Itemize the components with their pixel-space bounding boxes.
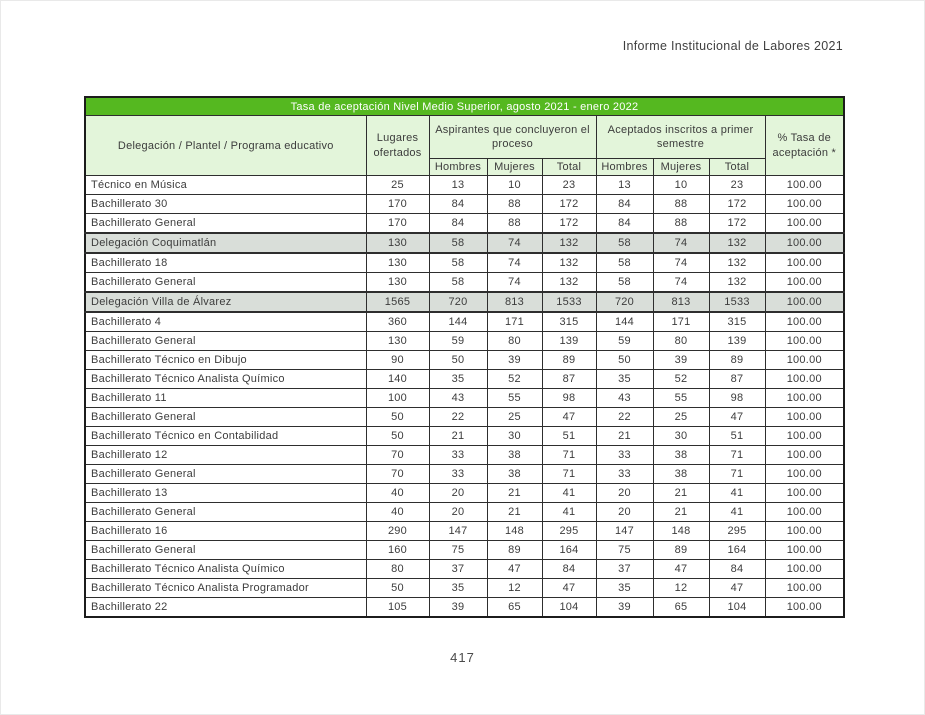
delegation-summary-row	[85, 292, 844, 312]
data-cell: 41	[709, 484, 765, 503]
table-row	[85, 195, 844, 214]
data-cell: 100.00	[765, 176, 844, 195]
data-cell: 80	[366, 560, 429, 579]
data-cell: 59	[596, 332, 653, 351]
data-cell: 105	[366, 598, 429, 618]
row-label: Bachillerato 11	[85, 389, 366, 408]
row-label: Bachillerato General	[85, 214, 366, 234]
row-label: Bachillerato 22	[85, 598, 366, 618]
data-cell: 35	[429, 370, 487, 389]
table-body	[85, 176, 844, 618]
data-cell: 50	[366, 579, 429, 598]
report-title-header: Informe Institucional de Labores 2021	[622, 39, 843, 53]
data-cell: 55	[487, 389, 542, 408]
acceptance-rate-table	[84, 96, 845, 618]
data-cell: 40	[366, 484, 429, 503]
row-label: Delegación Coquimatlán	[85, 233, 366, 253]
data-cell: 25	[653, 408, 709, 427]
data-cell: 71	[709, 446, 765, 465]
data-cell: 22	[429, 408, 487, 427]
subheader-total-1: Total	[542, 159, 596, 176]
data-cell: 13	[596, 176, 653, 195]
data-cell: 58	[596, 253, 653, 273]
page-number: 417	[450, 650, 475, 665]
data-cell: 35	[596, 579, 653, 598]
data-cell: 295	[709, 522, 765, 541]
table-row	[85, 253, 844, 273]
row-label: Bachillerato General	[85, 332, 366, 351]
data-cell: 170	[366, 214, 429, 234]
data-cell: 84	[429, 214, 487, 234]
data-cell: 74	[653, 233, 709, 253]
data-cell: 100.00	[765, 465, 844, 484]
data-cell: 100.00	[765, 389, 844, 408]
data-cell: 21	[596, 427, 653, 446]
data-cell: 100.00	[765, 312, 844, 332]
column-group-header-row	[85, 116, 844, 159]
table-row	[85, 446, 844, 465]
data-cell: 37	[596, 560, 653, 579]
data-cell: 43	[596, 389, 653, 408]
data-cell: 33	[596, 465, 653, 484]
data-cell: 22	[596, 408, 653, 427]
data-cell: 47	[709, 408, 765, 427]
column-header-tasa-aceptacion: % Tasa de aceptación *	[765, 116, 844, 176]
data-cell: 37	[429, 560, 487, 579]
data-cell: 88	[653, 214, 709, 234]
table-title-row	[85, 97, 844, 116]
data-cell: 41	[542, 503, 596, 522]
row-label: Bachillerato Técnico Analista Químico	[85, 370, 366, 389]
data-cell: 51	[709, 427, 765, 446]
data-cell: 170	[366, 195, 429, 214]
data-cell: 50	[429, 351, 487, 370]
data-cell: 84	[709, 560, 765, 579]
table-row	[85, 427, 844, 446]
data-cell: 144	[429, 312, 487, 332]
table-row	[85, 389, 844, 408]
row-label: Bachillerato General	[85, 541, 366, 560]
data-cell: 21	[487, 503, 542, 522]
row-label: Bachillerato General	[85, 408, 366, 427]
table-row	[85, 273, 844, 293]
row-label: Bachillerato General	[85, 465, 366, 484]
data-cell: 47	[709, 579, 765, 598]
data-cell: 80	[653, 332, 709, 351]
data-cell: 70	[366, 446, 429, 465]
data-cell: 70	[366, 465, 429, 484]
table-title: Tasa de aceptación Nivel Medio Superior, agosto 2021 - enero 2022	[85, 97, 844, 116]
data-cell: 50	[366, 427, 429, 446]
data-cell: 164	[542, 541, 596, 560]
data-cell: 89	[487, 541, 542, 560]
data-cell: 132	[709, 233, 765, 253]
data-cell: 30	[653, 427, 709, 446]
table-row	[85, 541, 844, 560]
row-label: Bachillerato Técnico Analista Químico	[85, 560, 366, 579]
data-cell: 1565	[366, 292, 429, 312]
row-label: Bachillerato 30	[85, 195, 366, 214]
row-label: Bachillerato 4	[85, 312, 366, 332]
data-cell: 41	[709, 503, 765, 522]
data-cell: 58	[429, 273, 487, 293]
data-cell: 813	[653, 292, 709, 312]
subheader-mujeres-2: Mujeres	[653, 159, 709, 176]
data-cell: 41	[542, 484, 596, 503]
row-label: Delegación Villa de Álvarez	[85, 292, 366, 312]
data-cell: 100.00	[765, 598, 844, 618]
data-cell: 130	[366, 253, 429, 273]
row-label: Bachillerato Técnico en Dibujo	[85, 351, 366, 370]
data-cell: 74	[487, 233, 542, 253]
data-cell: 39	[487, 351, 542, 370]
data-cell: 132	[542, 253, 596, 273]
data-cell: 132	[542, 233, 596, 253]
data-cell: 100.00	[765, 214, 844, 234]
data-cell: 139	[709, 332, 765, 351]
data-cell: 360	[366, 312, 429, 332]
data-cell: 100.00	[765, 579, 844, 598]
data-cell: 132	[709, 253, 765, 273]
data-cell: 171	[487, 312, 542, 332]
data-cell: 140	[366, 370, 429, 389]
subheader-hombres-1: Hombres	[429, 159, 487, 176]
data-cell: 40	[366, 503, 429, 522]
data-cell: 38	[487, 446, 542, 465]
data-cell: 84	[596, 195, 653, 214]
table-row	[85, 176, 844, 195]
column-group-aceptados: Aceptados inscritos a primer semestre	[596, 116, 765, 159]
data-cell: 147	[596, 522, 653, 541]
data-cell: 89	[653, 541, 709, 560]
data-cell: 130	[366, 332, 429, 351]
data-cell: 52	[487, 370, 542, 389]
table-row	[85, 332, 844, 351]
data-cell: 74	[487, 253, 542, 273]
data-cell: 100.00	[765, 292, 844, 312]
data-cell: 813	[487, 292, 542, 312]
data-cell: 65	[487, 598, 542, 618]
data-cell: 38	[653, 446, 709, 465]
data-cell: 171	[653, 312, 709, 332]
row-label: Bachillerato 18	[85, 253, 366, 273]
data-cell: 55	[653, 389, 709, 408]
data-cell: 20	[596, 484, 653, 503]
data-cell: 50	[596, 351, 653, 370]
row-label: Bachillerato General	[85, 273, 366, 293]
row-label: Bachillerato General	[85, 503, 366, 522]
data-cell: 100.00	[765, 273, 844, 293]
data-cell: 100.00	[765, 560, 844, 579]
data-cell: 12	[653, 579, 709, 598]
data-cell: 100.00	[765, 446, 844, 465]
data-cell: 23	[542, 176, 596, 195]
data-cell: 315	[709, 312, 765, 332]
data-cell: 47	[542, 579, 596, 598]
data-cell: 20	[429, 503, 487, 522]
data-cell: 87	[542, 370, 596, 389]
data-cell: 75	[429, 541, 487, 560]
data-cell: 104	[709, 598, 765, 618]
data-cell: 720	[596, 292, 653, 312]
data-cell: 71	[709, 465, 765, 484]
data-cell: 88	[487, 195, 542, 214]
data-cell: 39	[653, 351, 709, 370]
data-cell: 164	[709, 541, 765, 560]
data-cell: 13	[429, 176, 487, 195]
data-cell: 100.00	[765, 370, 844, 389]
data-cell: 100.00	[765, 233, 844, 253]
data-cell: 172	[709, 214, 765, 234]
data-cell: 33	[429, 446, 487, 465]
row-label: Bachillerato Técnico en Contabilidad	[85, 427, 366, 446]
data-cell: 30	[487, 427, 542, 446]
table-row	[85, 312, 844, 332]
data-cell: 89	[709, 351, 765, 370]
data-cell: 71	[542, 446, 596, 465]
data-cell: 10	[487, 176, 542, 195]
data-cell: 100.00	[765, 522, 844, 541]
data-cell: 98	[709, 389, 765, 408]
row-label: Bachillerato 16	[85, 522, 366, 541]
table-row	[85, 579, 844, 598]
table-row	[85, 503, 844, 522]
data-cell: 90	[366, 351, 429, 370]
data-cell: 20	[429, 484, 487, 503]
data-cell: 100.00	[765, 427, 844, 446]
data-cell: 25	[487, 408, 542, 427]
data-cell: 21	[653, 503, 709, 522]
data-cell: 74	[487, 273, 542, 293]
data-cell: 100.00	[765, 408, 844, 427]
data-cell: 147	[429, 522, 487, 541]
data-cell: 130	[366, 273, 429, 293]
data-cell: 35	[596, 370, 653, 389]
subheader-mujeres-1: Mujeres	[487, 159, 542, 176]
data-cell: 35	[429, 579, 487, 598]
table-row	[85, 598, 844, 618]
data-cell: 58	[596, 233, 653, 253]
data-cell: 58	[429, 253, 487, 273]
data-cell: 104	[542, 598, 596, 618]
data-cell: 148	[653, 522, 709, 541]
subheader-hombres-2: Hombres	[596, 159, 653, 176]
data-cell: 33	[596, 446, 653, 465]
data-cell: 23	[709, 176, 765, 195]
data-cell: 100.00	[765, 503, 844, 522]
data-cell: 139	[542, 332, 596, 351]
subheader-total-2: Total	[709, 159, 765, 176]
data-cell: 65	[653, 598, 709, 618]
data-cell: 720	[429, 292, 487, 312]
data-cell: 88	[487, 214, 542, 234]
data-cell: 100	[366, 389, 429, 408]
data-cell: 80	[487, 332, 542, 351]
data-cell: 25	[366, 176, 429, 195]
data-cell: 132	[709, 273, 765, 293]
table-row	[85, 370, 844, 389]
data-cell: 71	[542, 465, 596, 484]
data-cell: 38	[653, 465, 709, 484]
data-cell: 1533	[709, 292, 765, 312]
table-row	[85, 522, 844, 541]
table-row	[85, 484, 844, 503]
data-cell: 130	[366, 233, 429, 253]
data-cell: 84	[596, 214, 653, 234]
data-cell: 58	[596, 273, 653, 293]
row-label: Técnico en Música	[85, 176, 366, 195]
data-cell: 98	[542, 389, 596, 408]
data-cell: 38	[487, 465, 542, 484]
data-cell: 1533	[542, 292, 596, 312]
data-cell: 43	[429, 389, 487, 408]
data-cell: 172	[709, 195, 765, 214]
data-cell: 47	[542, 408, 596, 427]
delegation-summary-row	[85, 233, 844, 253]
data-cell: 58	[429, 233, 487, 253]
data-cell: 50	[366, 408, 429, 427]
data-cell: 148	[487, 522, 542, 541]
data-cell: 87	[709, 370, 765, 389]
data-cell: 172	[542, 214, 596, 234]
data-cell: 21	[653, 484, 709, 503]
data-cell: 84	[429, 195, 487, 214]
table-row	[85, 465, 844, 484]
table-row	[85, 408, 844, 427]
data-cell: 100.00	[765, 541, 844, 560]
data-cell: 59	[429, 332, 487, 351]
data-cell: 144	[596, 312, 653, 332]
table-row	[85, 560, 844, 579]
data-cell: 10	[653, 176, 709, 195]
data-cell: 172	[542, 195, 596, 214]
row-label: Bachillerato 13	[85, 484, 366, 503]
data-cell: 33	[429, 465, 487, 484]
data-cell: 315	[542, 312, 596, 332]
data-cell: 89	[542, 351, 596, 370]
data-cell: 100.00	[765, 484, 844, 503]
data-cell: 88	[653, 195, 709, 214]
data-cell: 51	[542, 427, 596, 446]
data-cell: 100.00	[765, 195, 844, 214]
table-row	[85, 351, 844, 370]
data-cell: 100.00	[765, 253, 844, 273]
column-header-lugares-ofertados: Lugares ofertados	[366, 116, 429, 176]
data-cell: 47	[487, 560, 542, 579]
data-cell: 12	[487, 579, 542, 598]
data-cell: 74	[653, 253, 709, 273]
data-cell: 47	[653, 560, 709, 579]
data-cell: 21	[429, 427, 487, 446]
data-cell: 20	[596, 503, 653, 522]
column-header-delegacion: Delegación / Plantel / Programa educativo	[85, 116, 366, 176]
data-cell: 84	[542, 560, 596, 579]
column-group-aspirantes: Aspirantes que concluyeron el proceso	[429, 116, 596, 159]
data-cell: 160	[366, 541, 429, 560]
data-cell: 39	[596, 598, 653, 618]
data-cell: 100.00	[765, 332, 844, 351]
data-cell: 52	[653, 370, 709, 389]
data-cell: 21	[487, 484, 542, 503]
row-label: Bachillerato 12	[85, 446, 366, 465]
data-cell: 75	[596, 541, 653, 560]
data-cell: 74	[653, 273, 709, 293]
data-cell: 100.00	[765, 351, 844, 370]
row-label: Bachillerato Técnico Analista Programador	[85, 579, 366, 598]
data-cell: 295	[542, 522, 596, 541]
data-cell: 39	[429, 598, 487, 618]
data-cell: 132	[542, 273, 596, 293]
table-row	[85, 214, 844, 234]
data-cell: 290	[366, 522, 429, 541]
